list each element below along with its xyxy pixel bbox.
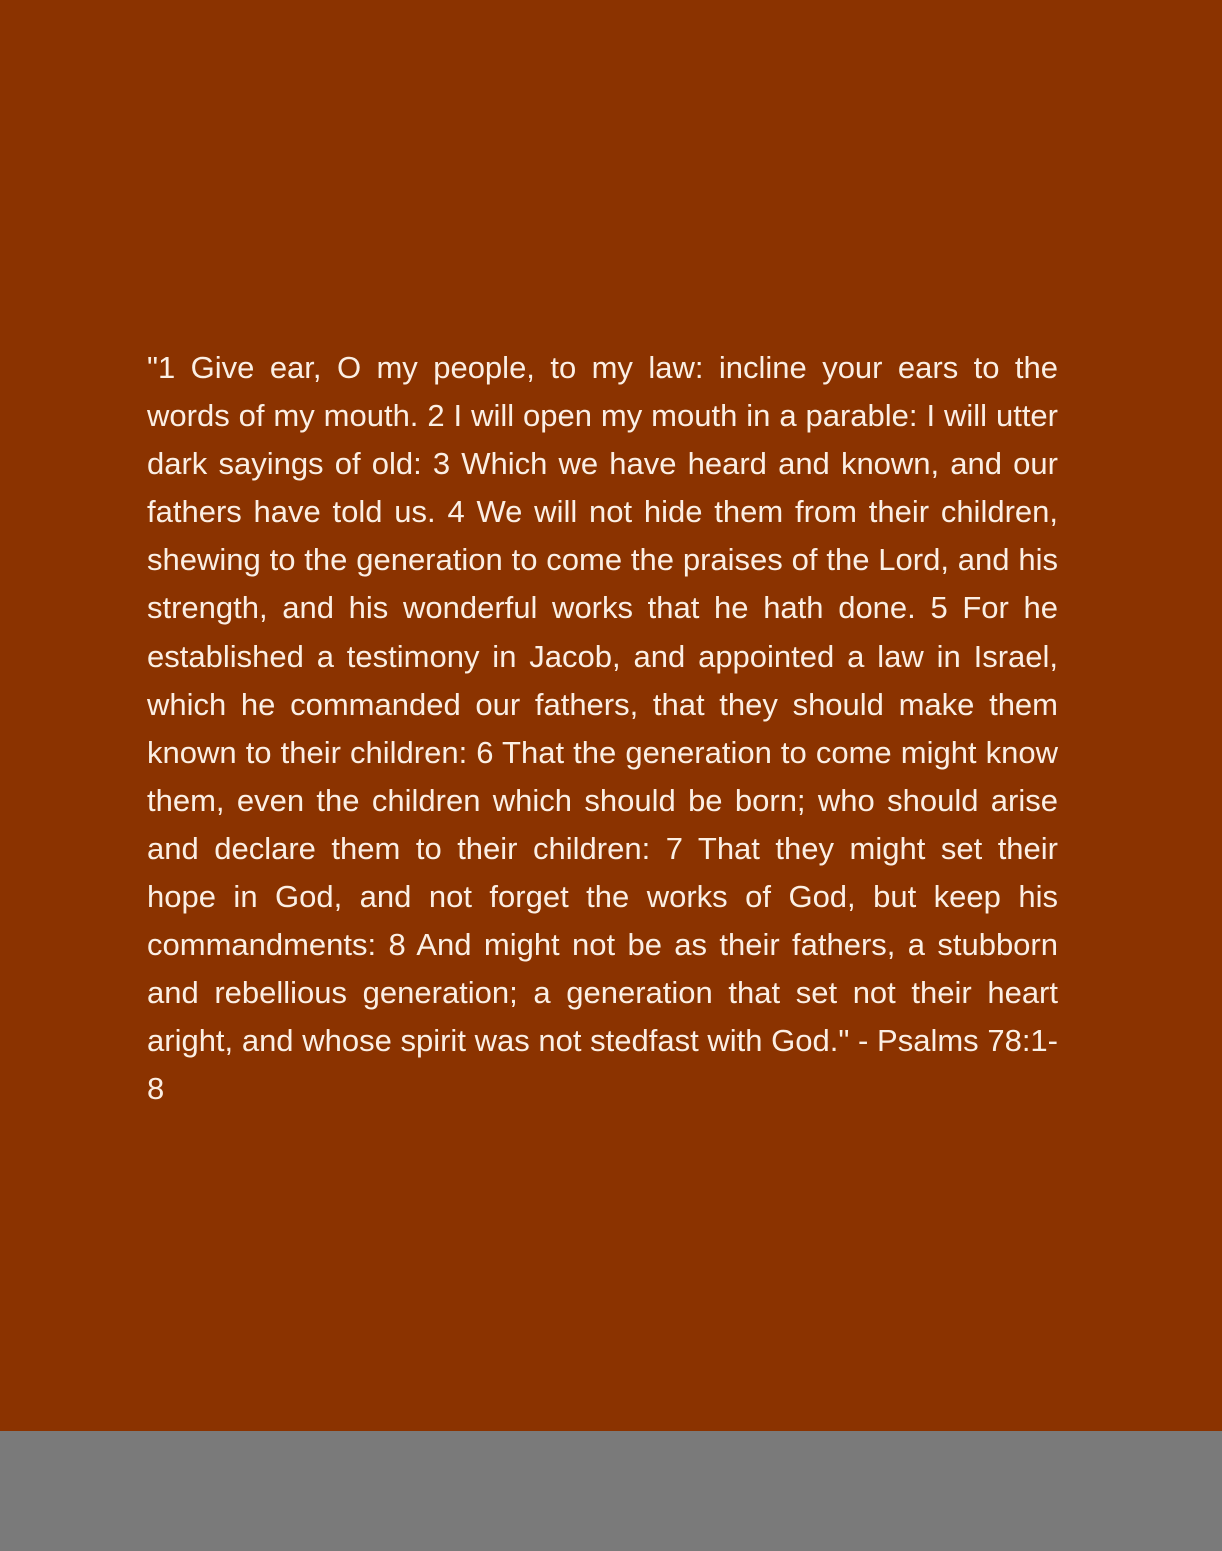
footer-band xyxy=(0,1431,1222,1551)
scripture-quote: "1 Give ear, O my people, to my law: incline your ears to the words of my mouth. 2 I will open my mouth in a parable: I will utter dark sayings of old: 3 Which we have heard and known, and our fathers have told us. 4 We will not hide them from their children, shewing to the generation to come the praises of the Lord, and his strength, and his wonderful works that he hath done. 5 For he established a testimony in Jacob, and appointed a law in Israel, which he commanded our fathers, that they should make them known to their children: 6 That the generation to come might know them, even the children which should be born; who should arise and declare them to their children: 7 That they might set their hope in God, and not forget the works of God, but keep his commandments: 8 And might not be as their fathers, a stubborn and rebellious generation; a generation that set not their heart aright, and whose spirit was not stedfast with God." - Psalms 78:1-8 xyxy=(147,350,1058,1107)
